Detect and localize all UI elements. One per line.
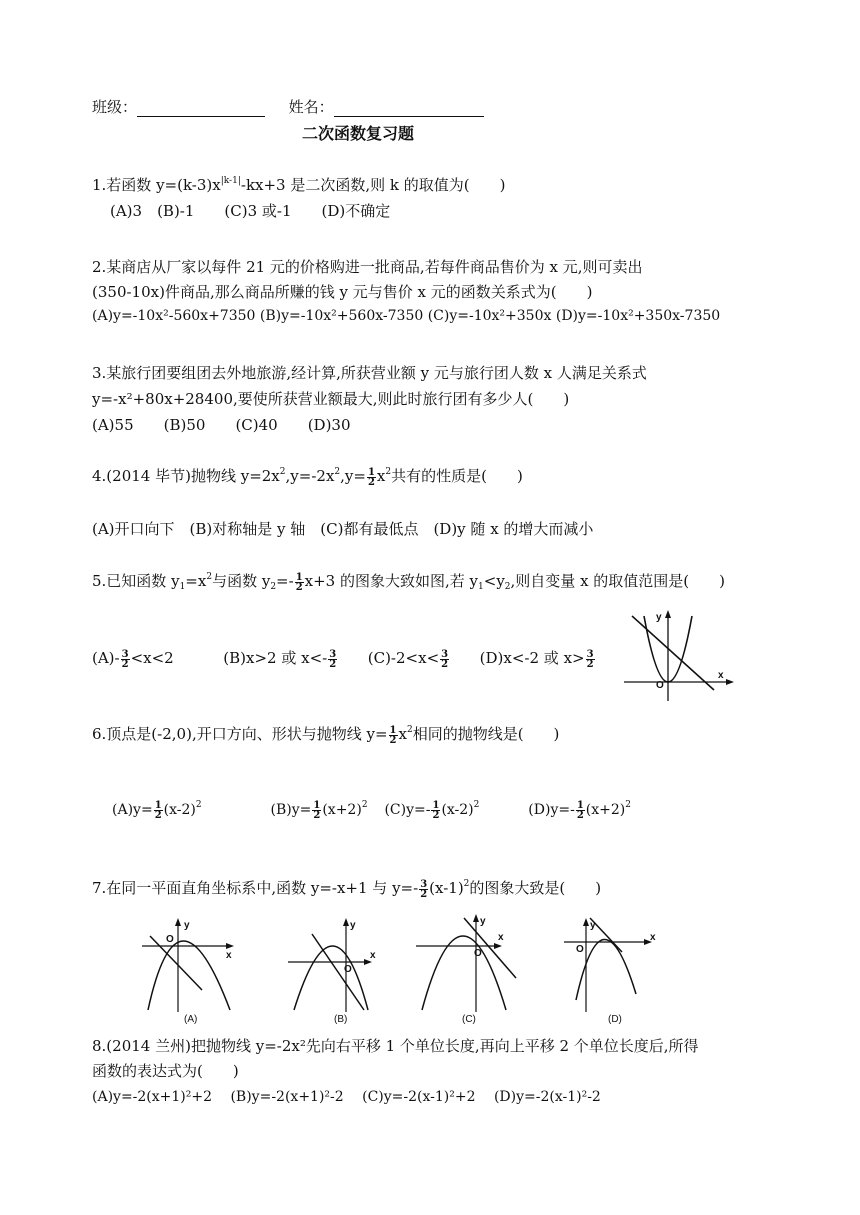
q2-options [92, 306, 720, 326]
q2-option-c: (C)y=-10x²+350x [427, 308, 552, 324]
q1-exponent: |k-1| [220, 176, 241, 186]
q3-options: (A)55 (B)50 (C)40 (D)30 [92, 416, 351, 434]
q1-options: (A)3 (B)-1 (C)3 或-1 (D)不确定 [110, 202, 391, 220]
q5-sub-2: 2 [270, 582, 277, 592]
q6-text-3: 相同的抛物线是( ) [412, 725, 560, 743]
q5-graph-y-label: y [656, 612, 662, 623]
q7-text-3: 的图象大致是( ) [469, 879, 602, 897]
q6-option-a: (A)y= $\frac{1}{2}$ $(x-2)^2$ [112, 799, 202, 821]
q5-sub-3: 1 [478, 582, 484, 592]
q6-fraction: $\frac{1}{2}$ [389, 724, 397, 746]
class-blank[interactable] [137, 100, 265, 117]
q5-text-1: 5.已知函数 y [92, 572, 180, 590]
q7-a-caption: (A) [184, 1014, 198, 1025]
question-1 [92, 175, 505, 195]
q5-sub-1: 1 [179, 582, 186, 592]
q7-graph-c [414, 912, 524, 1030]
q6-sq: 2 [406, 725, 413, 735]
q5-options [92, 648, 596, 669]
q7-c-y-label: y [480, 916, 486, 927]
q6-text-2: x [398, 725, 407, 743]
q7-d-origin-label: O [576, 944, 584, 955]
q4-text-5: 共有的性质是( ) [391, 467, 523, 485]
q7-a-origin-label: O [166, 934, 174, 945]
q8-line-1: 8.(2014 兰州)把抛物线 y=-2x²先向右平移 1 个单位长度,再向上平移 2 个单位长度后,所得 [92, 1037, 699, 1055]
class-label: 班级： [92, 98, 138, 116]
q7-text-2: (x-1) [429, 879, 464, 897]
q4-text-1: 4.(2014 毕节)抛物线 y=2x [92, 467, 280, 485]
q3-line-2: y=-x²+80x+28400,要使所获营业额最大,则此时旅行团有多少人( ) [92, 390, 570, 408]
q7-a-y-label: y [184, 920, 190, 931]
q6-option-c: (C)y=- $\frac{1}{2}$ $(x-2)^2$ [384, 799, 480, 821]
page-title: 二次函数复习题 [302, 124, 415, 143]
q2-option-d: (D)y=-10x²+350x-7350 [555, 308, 721, 324]
q5-graph-origin-label: O [656, 680, 664, 691]
q5-sub-4: 2 [504, 582, 511, 592]
question-5 [92, 571, 725, 592]
q4-sq-2: 2 [334, 467, 341, 477]
q7-a-x-label: x [226, 950, 232, 961]
q5-sq: 2 [206, 572, 213, 582]
q6-text-1: 6.顶点是(-2,0),开口方向、形状与抛物线 y= [92, 725, 388, 743]
q5-option-d: (D)x<-2 或 x> $\frac{3}{2}$ [479, 648, 594, 670]
q5-text-5: x+3 的图象大致如图,若 y [304, 572, 479, 590]
question-4 [92, 466, 523, 487]
q7-graph-d [562, 912, 672, 1030]
q5-text-2: =x [185, 572, 207, 590]
q7-b-caption: (B) [334, 1014, 348, 1025]
q7-d-caption: (D) [608, 1014, 622, 1025]
q4-sq-1: 2 [279, 467, 286, 477]
q3-line-1: 3.某旅行团要组团去外地旅游,经计算,所获营业额 y 元与旅行团人数 x 人满足关系式 [92, 364, 647, 382]
q6-option-b: (B)y= $\frac{1}{2}$ $(x+2)^2$ [270, 799, 368, 821]
class-name-row [92, 97, 484, 117]
q1-text-1: 1.若函数 y=(k-3)x [92, 176, 221, 194]
q8-line-2: 函数的表达式为( ) [92, 1062, 239, 1080]
q4-sq-3: 2 [385, 467, 392, 477]
q6-options [112, 800, 631, 820]
q7-b-y-label: y [350, 920, 356, 931]
q4-text-2: ,y=-2x [285, 467, 335, 485]
q7-text-1: 7.在同一平面直角坐标系中,函数 y=-x+1 与 y=- [92, 879, 419, 897]
q7-d-x-label: x [650, 932, 656, 943]
q7-c-origin-label: O [474, 948, 482, 959]
q7-fraction: $\frac{3}{2}$ [420, 878, 428, 900]
q2-line-2: (350-10x)件商品,那么商品所赚的钱 y 元与售价 x 元的函数关系式为( ) [92, 283, 593, 301]
q7-d-y-label: y [590, 920, 596, 931]
q5-text-4: =- [276, 572, 294, 590]
q1-text-2: -kx+3 是二次函数,则 k 的取值为( ) [240, 176, 506, 194]
q5-graph-x-label: x [718, 670, 724, 681]
q6-option-d: (D)y=- $\frac{1}{2}$ $(x+2)^2$ [528, 799, 631, 821]
q7-c-x-label: x [498, 932, 504, 943]
q5-fraction: $\frac{1}{2}$ [295, 571, 303, 593]
q5-text-3: 与函数 y [212, 572, 271, 590]
q2-option-b: (B)y=-10x²+560x-7350 [259, 308, 424, 324]
q2-option-a: (A)y=-10x²-560x+7350 [92, 308, 256, 324]
q7-b-origin-label: O [344, 964, 352, 975]
q5-option-a: (A)- $\frac{3}{2}$ <x<2 [92, 648, 174, 670]
q5-text-7: ,则自变量 x 的取值范围是( ) [510, 572, 726, 590]
q7-graph-a [140, 912, 250, 1030]
name-blank[interactable] [334, 100, 484, 117]
question-6 [92, 724, 559, 745]
q4-text-4: x [376, 467, 386, 485]
q7-graph-b [286, 912, 396, 1030]
q5-text-6: <y [483, 572, 505, 590]
q5-option-c: (C)-2<x< $\frac{3}{2}$ [367, 648, 449, 670]
q2-line-1: 2.某商店从厂家以每件 21 元的价格购进一批商品,若每件商品售价为 x 元,则可卖出 [92, 258, 643, 276]
q5-graph-svg [622, 608, 742, 703]
q4-options: (A)开口向下 (B)对称轴是 y 轴 (C)都有最低点 (D)y 随 x 的增大而减小 [92, 520, 594, 538]
q7-sq: 2 [463, 879, 470, 889]
q4-fraction: $\frac{1}{2}$ [367, 466, 375, 488]
q7-b-x-label: x [370, 950, 376, 961]
q5-option-b: (B)x>2 或 x<- $\frac{3}{2}$ [223, 648, 337, 670]
question-7 [92, 878, 601, 899]
q7-c-caption: (C) [462, 1014, 476, 1025]
q4-text-3: ,y= [340, 467, 366, 485]
q5-graph [622, 608, 742, 703]
name-label: 姓名： [288, 98, 334, 116]
q8-options: (A)y=-2(x+1)²+2 (B)y=-2(x+1)²-2 (C)y=-2(x-1)²+2 (D)y=-2(x-1)²-2 [92, 1089, 601, 1105]
